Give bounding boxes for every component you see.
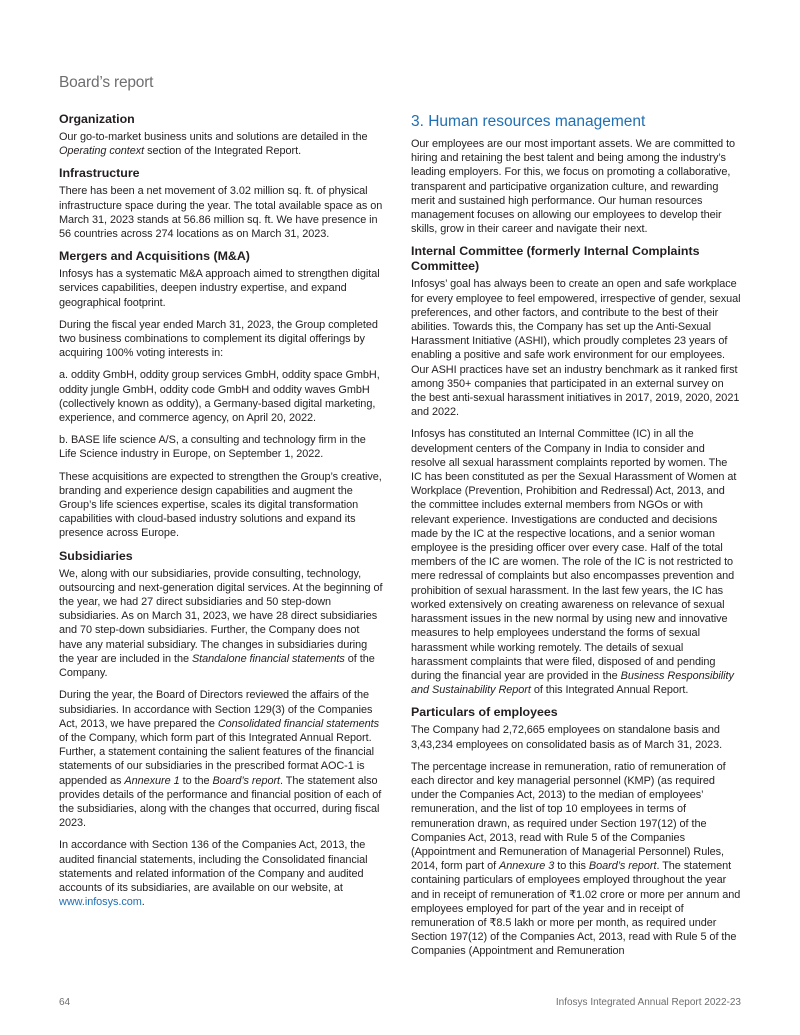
text-span: Our go-to-market business units and solutions are detailed in the (59, 131, 368, 143)
ma-paragraph-2: During the fiscal year ended March 31, 2023, the Group completed two business combinations to complement its digital offerings by acquiring 100% voting interests in: (59, 318, 378, 360)
consolidated-fs-ref: Consolidated financial statements (217, 717, 380, 730)
employees-paragraph-2 (411, 760, 741, 959)
subsidiaries-paragraph-1 (59, 567, 385, 681)
infrastructure-heading: Infrastructure (59, 166, 140, 181)
subsidiaries-paragraph-3 (59, 838, 385, 909)
infosys-website-link[interactable]: www.infosys.com (59, 896, 142, 909)
text-span: In accordance with Section 136 of the Companies Act, 2013, the audited financial statements, including the Consolidated financial statements and related information of the Company and audited accounts of its subsidiaries, are available on our website, at (59, 839, 368, 894)
text-span: . (141, 896, 145, 909)
annexure-1-ref: Annexure 1 (124, 774, 180, 787)
ma-paragraph-3: a. oddity GmbH, oddity group services GmbH, oddity space GmbH, oddity jungle GmbH, oddity code GmbH and oddity waves GmbH (collectively known as oddity), a Germany-based digital marketing, experience, and commerce agency, on April 20, 2022. (59, 369, 380, 425)
left-column (59, 112, 385, 917)
ic-paragraph-1: Infosys’ goal has always been to create an open and safe workplace for every employee to feel empowered, irrespective of gender, sexual preferences, and other factors, and contribute to the best of their abilities. Towards this, the Company has set up the Anti-Sexual Harassment Initiative (ASHI), which proudly completes 23 years of enabling a positive and safe work environment for our employees. Our ASHI practices have set an industry benchmark as it ranked first among 350+ companies that participated in an external survey on the best anti-sexual harassment initiatives in 2017, 2019, 2020, 2021 and 2022. (411, 278, 741, 419)
text-span: of the Company, which form part of this Integrated Annual Report. Further, a statement containing the salient features of the financial statements of our subsidiaries in the prescribed format AOC-1 is appended as (59, 731, 374, 787)
brsr-ref: Business Responsibility and Sustainability Report (411, 669, 734, 697)
text-span: We, along with our subsidiaries, provide consulting, technology, outsourcing and next-generation digital services. At the beginning of the year, we had 27 direct subsidiaries and 50 step-down subsidiaries. As on March 31, 2023, we have 28 direct subsidiaries and 70 step-down subsidiaries. Further, the Company does not have any material subsidiary. The changes in subsidiaries during the year are included in the (59, 567, 383, 665)
text-span: . The statement also provides details of the performance and financial position of each of the subsidiaries, along with the changes that occurred, during fiscal 2023. (59, 774, 382, 830)
internal-committee-heading: Internal Committee (formerly Internal Complaints Committee) (411, 244, 700, 274)
text-span: of the Company. (59, 652, 375, 680)
hr-paragraph: Our employees are our most important assets. We are committed to hiring and retaining the best talent and being among the industry’s leading employers. For this, we focus on promoting a collaborative, transparent and participative organization culture, and rewarding merit and sustained high performance. Our human resources management focuses on allowing our employees to develop their skills, grow in their career and navigate their next. (411, 138, 736, 236)
text-span: to the (179, 774, 213, 787)
ic-paragraph-2 (411, 427, 741, 697)
subsidiaries-heading: Subsidiaries (59, 548, 133, 563)
employees-paragraph-1: The Company had 2,72,665 employees on standalone basis and 3,43,234 employees on consolidated basis as of March 31, 2023. (411, 724, 723, 751)
particulars-employees-heading: Particulars of employees (411, 705, 558, 720)
boards-report-ref: Board’s report (212, 774, 281, 787)
text-span: The percentage increase in remuneration, ratio of remuneration of each director and key managerial personnel (KMP) (as required under the Companies Act, 2013) to the median of employees’ remuneration, and the list of top 10 employees in terms of remuneration drawn, as required under Section 197(12) of the Companies Act, 2013, read with Rule 5 of the Companies (Appointment and Remuneration of Managerial Personnel) Rules, 2014, form part of (411, 760, 726, 873)
ma-paragraph-1: Infosys has a systematic M&A approach aimed to strengthen digital services capabilities, deepen industry expertise, and expand geographical footprint. (59, 268, 380, 309)
footer-report-name: Infosys Integrated Annual Report 2022-23 (555, 997, 741, 1008)
text-span: of this Integrated Annual Report. (530, 684, 689, 697)
hr-management-heading: 3. Human resources management (411, 113, 646, 130)
ma-paragraph-4: b. BASE life science A/S, a consulting and technology firm in the Life Science industry in Europe, on September 1, 2022. (59, 434, 366, 461)
operating-context-ref: Operating context (59, 145, 145, 158)
text-span: to this (554, 860, 589, 873)
ma-paragraph-5: These acquisitions are expected to strengthen the Group’s creative, branding and experience design capabilities and augment the Group’s life sciences expertise, scales its digital transformation capabilities with cloud-based industry solutions and expand its presence across Europe. (59, 470, 382, 540)
text-span: . The statement containing particulars of employees employed throughout the year and in receipt of remuneration of ₹1.02 crore or more per annum and employees employed for part of the year and in receipt of remuneration of ₹8.5 lakh or more per month, as required under Section 197(12) of the Companies Act, 2013, read with Rule 5 of the Companies (Appointment and Remuneration (411, 860, 741, 958)
running-header: Board’s report (59, 74, 154, 91)
organization-paragraph (59, 130, 385, 158)
text-span: During the year, the Board of Directors reviewed the affairs of the subsidiaries. In accordance with Section 129(3) of the Companies Act, 2013, we have prepared the (59, 689, 373, 730)
standalone-fs-ref: Standalone financial statements (191, 652, 345, 665)
organization-heading: Organization (59, 112, 135, 126)
infrastructure-paragraph: There has been a net movement of 3.02 million sq. ft. of physical infrastructure space during the year. The total available space as on March 31, 2023 stands at 56.86 million sq. ft. We have presence in 56 countries across 274 locations as on March 31, 2023. (59, 185, 383, 241)
boards-report-ref: Board’s report (588, 860, 657, 873)
subsidiaries-paragraph-2 (59, 688, 385, 830)
text-span: section of the Integrated Report. (144, 145, 302, 158)
right-column (411, 112, 741, 967)
annexure-3-ref: Annexure 3 (499, 860, 555, 873)
page-number: 64 (59, 997, 71, 1008)
mergers-acquisitions-heading: Mergers and Acquisitions (M&A) (59, 249, 250, 264)
text-span: Infosys has constituted an Internal Committee (IC) in all the development centers of the Company in India to consider and resolve all sexual harassment complaints reported by women. The IC has been constituted as per the Sexual Harassment of Women at Workplace (Prevention, Prohibition and Redressal) Act, 2013, and the committee includes external members from NGOs or with relevant experience. Investigations are conducted and decisions made by the IC at the respective locations, and a senior woman employee is the presiding officer over every case. Half of the total members of the IC are women. The role of the IC is not restricted to mere redressal of complaints but also encompasses prevention and prohibition of sexual harassment. In the last few years, the IC has worked extensively on creating awareness on relevance of sexual harassment issues in the new normal by using new and innovative measures to help employees understand the forms of sexual harassment while working remotely. The details of sexual harassment complaints that were filed, disposed of and pending during the financial year are provided in the (411, 428, 737, 682)
